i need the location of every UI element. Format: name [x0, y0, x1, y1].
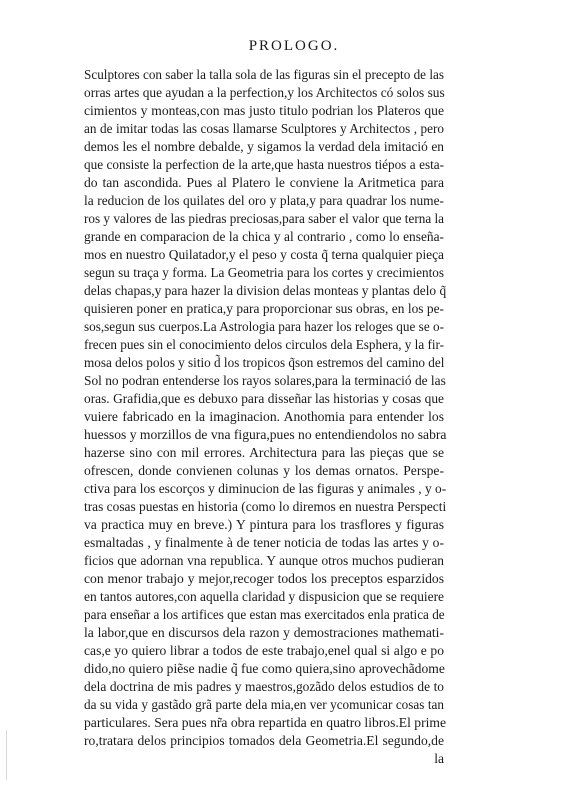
- text-line: ofrescen, donde convienen colunas y los demas ornatos. Perspe-: [84, 463, 444, 478]
- body-text: [84, 66, 447, 768]
- text-line: quisieren poner en pratica,y para proporcionar sus obras, en los pe-: [84, 301, 444, 316]
- text-line: va practica muy en breve.) Y pintura para los trasflores y figuras: [84, 517, 444, 532]
- text-line: tras cosas puestas en historia (como lo diremos en nuestra Perspecti: [84, 499, 447, 514]
- text-line: an de imitar todas las cosas llamarse Sculptores y Architectos , pero: [84, 121, 444, 136]
- text-line: Sol no podran entenderse los rayos solares,para la terminació de las: [84, 373, 446, 388]
- text-line: para enseñar a los artifices que estan mas exercitados enla pratica de: [84, 607, 445, 622]
- page-edge-shadow: [6, 730, 7, 780]
- text-line: orras artes que ayudan a la perfection,y los Architectos có solos sus: [84, 85, 445, 100]
- text-line: delas chapas,y para hazer la division delas monteas y plantas delo q̃: [84, 283, 447, 298]
- catchword: la: [434, 751, 444, 766]
- text-line: mosa delos polos y sitio d̃ los tropicos q̃son estremos del camino del: [84, 355, 445, 370]
- text-line: cimientos y monteas,con mas justo titulo podrian los Plateros que: [84, 103, 444, 118]
- text-line: oras. Grafidia,que es debuxo para disseñar las historias y cosas que: [84, 391, 444, 406]
- text-line: dido,no quiero piẽse nadie q̃ fue como quiera,sino aprovechãdome: [84, 661, 445, 676]
- text-line: la labor,que en discursos dela razon y demostraciones mathemati-: [84, 625, 444, 640]
- text-line: do tan ascondida. Pues al Platero le conviene la Aritmetica para: [84, 175, 444, 190]
- text-line: mos en nuestro Quilatador,y el peso y costa q̃ terna qualquier pieça: [84, 247, 444, 262]
- text-line: esmaltadas , y finalmente à de tener noticia de todas las artes y o-: [84, 535, 444, 550]
- text-line: frecen pues sin el conocimiento delos circulos dela Esphera, y la fir-: [84, 337, 445, 352]
- text-line: da su vida y gastãdo grã parte dela mia,en ver ycomunicar cosas tan: [84, 697, 444, 712]
- text-line: huessos y morzillos de vna figura,pues no entendiendolos no sabra: [84, 427, 447, 442]
- text-line: demos les el nombre debalde, y sigamos la verdad dela imitació en: [84, 139, 444, 154]
- text-line: cas,e yo quiero librar a todos de este trabajo,enel qual si algo e po: [84, 643, 444, 658]
- running-header: PROLOGO.: [248, 38, 340, 54]
- text-line: en tantos autores,con aquella claridad y dispusicion que se requiere: [84, 589, 444, 604]
- text-line: que consiste la perfection de la arte,que hasta nuestros tiépos a esta-: [84, 157, 444, 172]
- text-line: Sculptores con saber la talla sola de las figuras sin el precepto de las: [84, 67, 444, 82]
- text-line: ficios que adornan vna republica. Y aunque otros muchos pudieran: [84, 553, 444, 568]
- text-line: segun su traça y forma. La Geometria para los cortes y crecimientos: [84, 265, 444, 280]
- text-line: sos,segun sus cuerpos.La Astrologia para hazer los reloges que se o-: [84, 319, 444, 334]
- text-line: dela doctrina de mis padres y maestros,gozãdo delos estudios de to: [84, 679, 444, 694]
- text-line: hazerse sino con mil errores. Architectura para las pieças que se: [84, 445, 444, 460]
- text-line: ro,tratara delos principios tomados dela Geometria.El segundo,de: [84, 733, 444, 748]
- text-line: la reducion de los quilates del oro y plata,y para quadrar los nume-: [84, 193, 444, 208]
- text-line: ctiva para los escorços y diminucion de las figuras y animales , y o-: [84, 481, 447, 496]
- text-line: con menor trabajo y mejor,recoger todos los preceptos esparzidos: [84, 571, 444, 586]
- text-line: particulares. Sera pues nr̃a obra repartida en quatro libros.El prime: [84, 715, 446, 730]
- text-line: ros y valores de las piedras preciosas,para saber el valor que terna la: [84, 211, 444, 226]
- text-line: grande en comparacion de la chica y al contrario , como lo enseña-: [84, 229, 444, 244]
- text-line: vuiere fabricado en la imaginacion. Anothomia para entender los: [84, 409, 444, 424]
